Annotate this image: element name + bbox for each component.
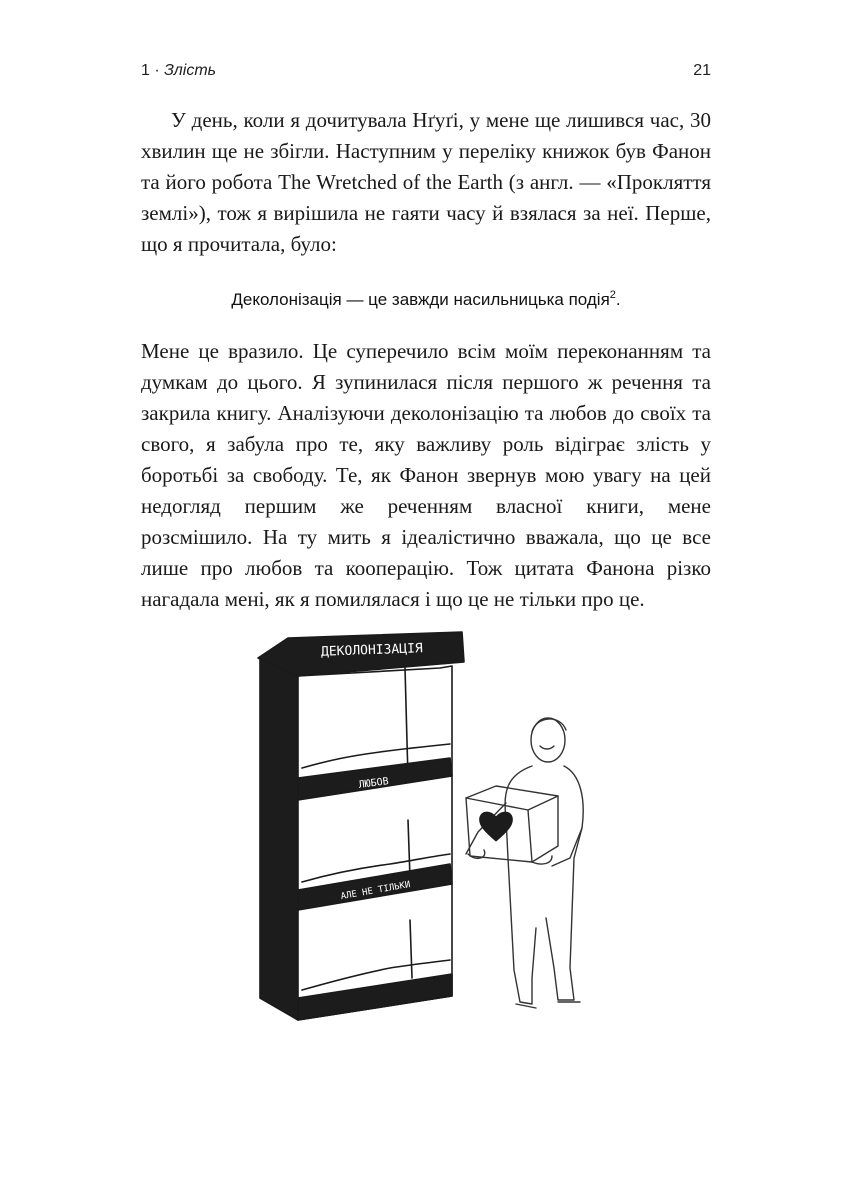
paragraph-2: Мене це вразило. Це суперечило всім моїм переконанням та думкам до цього. Я зупинилася після першого ж речення та закрила книгу. Аналізуючи деколонізацію та любов до своїх та свого, я забула про те, яку важливу роль відіграє злість у боротьбі за свободу. Те, як Фанон звернув мою увагу на цей недогляд першим же реченням власної книги, мене розсмішило. На ту мить я ідеалістично вважала, що це все лише про любов та кооперацію. Тож цитата Фанона різко нагадала мені, як я помилялася і що це не тільки про це. [141, 339, 711, 611]
person [466, 718, 583, 1008]
bookshelf [258, 632, 464, 1020]
shelf-label-lower: АЛЕ НЕ ТІЛЬКИ [340, 879, 412, 903]
chapter-title: Злість [164, 62, 217, 79]
running-header [141, 62, 711, 86]
chapter-heading [141, 62, 216, 80]
quote-text: Деколонізація — це завжди насильницька подія [231, 290, 610, 309]
footnote-marker: 2 [609, 289, 616, 301]
shelf-label-top: ДЕКОЛОНІЗАЦІЯ [320, 641, 423, 660]
fanon-quote [141, 282, 711, 313]
bookshelf-illustration [240, 628, 620, 1028]
paragraph-1: У день, коли я дочитувала Нґуґі, у мене ще лишився час, 30 хвилин ще не збігли. Наступним у переліку книжок був Фанон та його робота The Wretched of the Earth (з англ. — «Прокляття землі»), тож я вирішила не гаяти часу й взялася за неї. Перше, що я прочитала, було: [141, 108, 711, 256]
chapter-number: 1 [141, 62, 150, 79]
quote-end: . [615, 290, 621, 309]
illustration [240, 628, 620, 1028]
header-separator: · [149, 62, 165, 79]
shelf-label-middle: ЛЮБОВ [358, 776, 390, 791]
page-number: 21 [693, 62, 711, 79]
